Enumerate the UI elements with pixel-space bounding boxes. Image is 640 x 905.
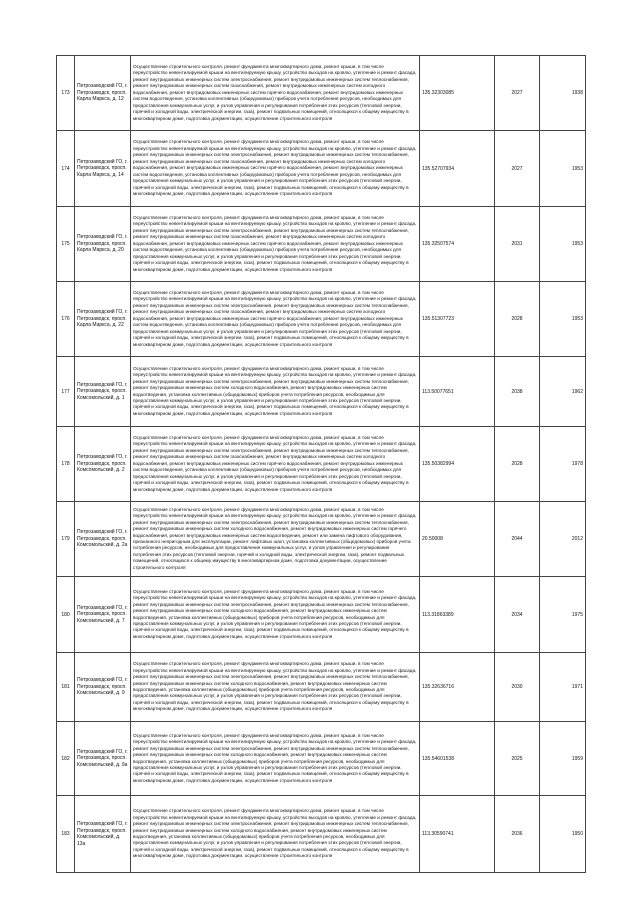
cost-value: 135.32636716 <box>420 653 495 722</box>
planned-year: 2030 <box>495 653 540 722</box>
work-description: Осуществление строительного контроля, ремонт фундамента многоквартирного дома, ремонт крыши, в том числе переустройство невентилируемой крыши на вентилируемую крышу, устройство выходов на кровлю, утепление и ремонт фасада, ремонт внутридомовых инженерных систем электроснабжения, ремонт внутридомовых инженерных систем теплоснабжения, ремонт внутридомовых инженерных систем газоснабжения, ремонт внутридомовых инженерных систем холодного водоснабжения, ремонт внутридомовых инженерных систем горячего водоснабжения, ремонт внутридомовых инженерных систем водоотведения, установка коллективных (общедомовых) приборов учета потребления ресурсов, необходимых для предоставления коммунальных услуг, и узлов управления и регулирования потребления этих ресурсов (тепловой энергии, горячей и холодной воды, электрической энергии, газа), ремонт подвальных помещений, относящихся к общему имуществу в многоквартирном доме, подготовка документации, осуществление строительного контроля <box>131 427 420 502</box>
build-year: 1975 <box>540 577 586 653</box>
row-number: 183 <box>57 796 75 873</box>
work-description: Осуществление строительного контроля, ремонт фундамента многоквартирного дома, ремонт крыши, в том числе переустройство невентилируемой крыши на вентилируемую крышу, устройство выходов на кровлю, утепление и ремонт фасада, ремонт внутридомовых инженерных систем электроснабжения, ремонт внутридомовых инженерных систем теплоснабжения, ремонт внутридомовых инженерных систем холодного водоснабжения, ремонт внутридомовых инженерных систем водоотведения, установка коллективных (общедомовых) приборов учета потребления ресурсов, необходимых для предоставления коммунальных услуг, и узлов управления и регулирования потребления этих ресурсов (тепловой энергии, горячей и холодной воды, электрической энергии, газа), ремонт подвальных помещений, относящихся к общему имуществу в многоквартирном доме, подготовка документации, осуществление строительного контроля <box>131 796 420 873</box>
house-address: Петрозаводский ГО, г. Петрозаводск, просп. Карла Маркса, д. 22 <box>75 282 131 357</box>
house-address: Петрозаводский ГО, г. Петрозаводск, просп. Комсомольский, д. 13а <box>75 796 131 873</box>
work-description: Осуществление строительного контроля, ремонт фундамента многоквартирного дома, ремонт крыши, в том числе переустройство невентилируемой крыши на вентилируемую крышу, устройство выходов на кровлю, утепление и ремонт фасада, ремонт внутридомовых инженерных систем электроснабжения, ремонт внутридомовых инженерных систем теплоснабжения, ремонт внутридомовых инженерных систем холодного водоснабжения, ремонт внутридомовых инженерных систем водоотведения, установка коллективных (общедомовых) приборов учета потребления ресурсов, необходимых для предоставления коммунальных услуг, и узлов управления и регулирования потребления этих ресурсов (тепловой энергии, горячей и холодной воды, электрической энергии, газа), ремонт подвальных помещений, относящихся к общему имуществу в многоквартирном доме, подготовка документации, осуществление строительного контроля <box>131 357 420 427</box>
build-year: 1953 <box>540 207 586 282</box>
work-description: Осуществление строительного контроля, ремонт фундамента многоквартирного дома, ремонт крыши, в том числе переустройство невентилируемой крыши на вентилируемую крышу, устройство выходов на кровлю, утепление и ремонт фасада, ремонт внутридомовых инженерных систем электроснабжения, ремонт внутридомовых инженерных систем теплоснабжения, ремонт внутридомовых инженерных систем газоснабжения, ремонт внутридомовых инженерных систем холодного водоснабжения, ремонт внутридомовых инженерных систем горячего водоснабжения, ремонт внутридомовых инженерных систем водоотведения, установка коллективных (общедомовых) приборов учета потребления ресурсов, необходимых для предоставления коммунальных услуг, и узлов управления и регулирования потребления этих ресурсов (тепловой энергии, горячей и холодной воды, электрической энергии, газа), ремонт подвальных помещений, относящихся к общему имуществу в многоквартирном доме, подготовка документации, осуществление строительного контроля <box>131 282 420 357</box>
planned-year: 2027 <box>495 56 540 131</box>
table-row <box>57 502 586 577</box>
build-year: 1953 <box>540 282 586 357</box>
house-address: Петрозаводский ГО, г. Петрозаводск, просп. Карла Маркса, д. 14 <box>75 131 131 207</box>
work-description: Осуществление строительного контроля, ремонт фундамента многоквартирного дома, ремонт крыши, в том числе переустройство невентилируемой крыши на вентилируемую крышу, устройство выходов на кровлю, утепление и ремонт фасада, ремонт внутридомовых инженерных систем электроснабжения, ремонт внутридомовых инженерных систем теплоснабжения, ремонт внутридомовых инженерных систем холодного водоснабжения, ремонт внутридомовых инженерных систем горячего водоснабжения, ремонт внутридомовых инженерных систем водоотведения, ремонт или замена лифтового оборудования, признанного непригодным для эксплуатации, ремонт лифтовых шахт, установка коллективных (общедомовых) приборов учета потребления ресурсов, необходимых для предоставления коммунальных услуг, и узлов управления и регулирования потребления этих ресурсов (тепловой энергии, горячей и холодной воды, электрической энергии, газа), ремонт подвальных помещений, относящихся к общему имуществу в многоквартирном доме, подготовка документации, осуществление строительного контроля <box>131 502 420 577</box>
planned-year: 2027 <box>495 131 540 207</box>
planned-year: 2028 <box>495 427 540 502</box>
row-number: 173 <box>57 56 75 131</box>
build-year: 1978 <box>540 427 586 502</box>
work-description: Осуществление строительного контроля, ремонт фундамента многоквартирного дома, ремонт крыши, в том числе переустройство невентилируемой крыши на вентилируемую крышу, устройство выходов на кровлю, утепление и ремонт фасада, ремонт внутридомовых инженерных систем электроснабжения, ремонт внутридомовых инженерных систем теплоснабжения, ремонт внутридомовых инженерных систем газоснабжения, ремонт внутридомовых инженерных систем холодного водоснабжения, ремонт внутридомовых инженерных систем горячего водоснабжения, ремонт внутридомовых инженерных систем водоотведения, установка коллективных (общедомовых) приборов учета потребления ресурсов, необходимых для предоставления коммунальных услуг, и узлов управления и регулирования потребления этих ресурсов (тепловой энергии, горячей и холодной воды, электрической энергии, газа), ремонт подвальных помещений, относящихся к общему имуществу в многоквартирном доме, подготовка документации, осуществление строительного контроля <box>131 56 420 131</box>
cost-value: 135.32303085 <box>420 56 495 131</box>
cost-value: 113.30590741 <box>420 796 495 873</box>
cost-value: 135.51307723 <box>420 282 495 357</box>
table-row <box>57 796 586 873</box>
table-row <box>57 56 586 131</box>
work-description: Осуществление строительного контроля, ремонт фундамента многоквартирного дома, ремонт крыши, в том числе переустройство невентилируемой крыши на вентилируемую крышу, устройство выходов на кровлю, утепление и ремонт фасада, ремонт внутридомовых инженерных систем электроснабжения, ремонт внутридомовых инженерных систем теплоснабжения, ремонт внутридомовых инженерных систем газоснабжения, ремонт внутридомовых инженерных систем холодного водоснабжения, ремонт внутридомовых инженерных систем горячего водоснабжения, ремонт внутридомовых инженерных систем водоотведения, установка коллективных (общедомовых) приборов учета потребления ресурсов, необходимых для предоставления коммунальных услуг, и узлов управления и регулирования потребления этих ресурсов (тепловой энергии, горячей и холодной воды, электрической энергии, газа), ремонт подвальных помещений, относящихся к общему имуществу в многоквартирном доме, подготовка документации, осуществление строительного контроля <box>131 131 420 207</box>
table-row <box>57 427 586 502</box>
build-year: 1953 <box>540 131 586 207</box>
table-row <box>57 282 586 357</box>
capital-repair-table <box>56 55 586 873</box>
build-year: 1962 <box>540 357 586 427</box>
house-address: Петрозаводский ГО, г. Петрозаводск, просп. Комсомольский, д. 7 <box>75 577 131 653</box>
house-address: Петрозаводский ГО, г. Петрозаводск, просп. Комсомольский, д. 2а <box>75 502 131 577</box>
row-number: 179 <box>57 502 75 577</box>
table-row <box>57 131 586 207</box>
table-row <box>57 207 586 282</box>
row-number: 177 <box>57 357 75 427</box>
cost-value: 135.50382994 <box>420 427 495 502</box>
planned-year: 2044 <box>495 502 540 577</box>
planned-year: 2038 <box>495 357 540 427</box>
house-address: Петрозаводский ГО, г. Петрозаводск, просп. Комсомольский, д. 9 <box>75 653 131 722</box>
work-description: Осуществление строительного контроля, ремонт фундамента многоквартирного дома, ремонт крыши, в том числе переустройство невентилируемой крыши на вентилируемую крышу, устройство выходов на кровлю, утепление и ремонт фасада, ремонт внутридомовых инженерных систем электроснабжения, ремонт внутридомовых инженерных систем теплоснабжения, ремонт внутридомовых инженерных систем холодного водоснабжения, ремонт внутридомовых инженерных систем водоотведения, установка коллективных (общедомовых) приборов учета потребления ресурсов, необходимых для предоставления коммунальных услуг, и узлов управления и регулирования потребления этих ресурсов (тепловой энергии, горячей и холодной воды, электрической энергии, газа), ремонт подвальных помещений, относящихся к общему имуществу в многоквартирном доме, подготовка документации, осуществление строительного контроля <box>131 577 420 653</box>
cost-value: 113.50077651 <box>420 357 495 427</box>
planned-year: 2028 <box>495 282 540 357</box>
row-number: 178 <box>57 427 75 502</box>
house-address: Петрозаводский ГО, г. Петрозаводск, просп. Карла Маркса, д. 20 <box>75 207 131 282</box>
row-number: 180 <box>57 577 75 653</box>
work-description: Осуществление строительного контроля, ремонт фундамента многоквартирного дома, ремонт крыши, в том числе переустройство невентилируемой крыши на вентилируемую крышу, устройство выходов на кровлю, утепление и ремонт фасада, ремонт внутридомовых инженерных систем электроснабжения, ремонт внутридомовых инженерных систем теплоснабжения, ремонт внутридомовых инженерных систем холодного водоснабжения, ремонт внутридомовых инженерных систем водоотведения, установка коллективных (общедомовых) приборов учета потребления ресурсов, необходимых для предоставления коммунальных услуг, и узлов управления и регулирования потребления этих ресурсов (тепловой энергии, горячей и холодной воды, электрической энергии, газа), ремонт подвальных помещений, относящихся к общему имуществу в многоквартирном доме, подготовка документации, осуществление строительного контроля <box>131 653 420 722</box>
table-row <box>57 722 586 796</box>
house-address: Петрозаводский ГО, г. Петрозаводск, просп. Комсомольский, д. 2 <box>75 427 131 502</box>
house-address: Петрозаводский ГО, г. Петрозаводск, просп. Комсомольский, д. 9а <box>75 722 131 796</box>
row-number: 182 <box>57 722 75 796</box>
build-year: 2012 <box>540 502 586 577</box>
row-number: 176 <box>57 282 75 357</box>
work-description: Осуществление строительного контроля, ремонт фундамента многоквартирного дома, ремонт крыши, в том числе переустройство невентилируемой крыши на вентилируемую крышу, устройство выходов на кровлю, утепление и ремонт фасада, ремонт внутридомовых инженерных систем электроснабжения, ремонт внутридомовых инженерных систем теплоснабжения, ремонт внутридомовых инженерных систем газоснабжения, ремонт внутридомовых инженерных систем холодного водоснабжения, ремонт внутридомовых инженерных систем горячего водоснабжения, ремонт внутридомовых инженерных систем водоотведения, установка коллективных (общедомовых) приборов учета потребления ресурсов, необходимых для предоставления коммунальных услуг, и узлов управления и регулирования потребления этих ресурсов (тепловой энергии, горячей и холодной воды, электрической энергии, газа), ремонт подвальных помещений, относящихся к общему имуществу в многоквартирном доме, подготовка документации, осуществление строительного контроля <box>131 207 420 282</box>
house-address: Петрозаводский ГО, г. Петрозаводск, просп. Комсомольский, д. 1 <box>75 357 131 427</box>
table-row <box>57 577 586 653</box>
cost-value: 113.31863389 <box>420 577 495 653</box>
build-year: 1959 <box>540 722 586 796</box>
planned-year: 2036 <box>495 796 540 873</box>
cost-value: 20.50008 <box>420 502 495 577</box>
row-number: 181 <box>57 653 75 722</box>
row-number: 175 <box>57 207 75 282</box>
row-number: 174 <box>57 131 75 207</box>
planned-year: 2025 <box>495 722 540 796</box>
build-year: 1938 <box>540 56 586 131</box>
table-row <box>57 653 586 722</box>
work-description: Осуществление строительного контроля, ремонт фундамента многоквартирного дома, ремонт крыши, в том числе переустройство невентилируемой крыши на вентилируемую крышу, устройство выходов на кровлю, утепление и ремонт фасада, ремонт внутридомовых инженерных систем электроснабжения, ремонт внутридомовых инженерных систем теплоснабжения, ремонт внутридомовых инженерных систем холодного водоснабжения, ремонт внутридомовых инженерных систем водоотведения, установка коллективных (общедомовых) приборов учета потребления ресурсов, необходимых для предоставления коммунальных услуг, и узлов управления и регулирования потребления этих ресурсов (тепловой энергии, горячей и холодной воды, электрической энергии, газа), ремонт подвальных помещений, относящихся к общему имуществу в многоквартирном доме, подготовка документации, осуществление строительного контроля <box>131 722 420 796</box>
cost-value: 135.32507574 <box>420 207 495 282</box>
house-address: Петрозаводский ГО, г. Петрозаводск, просп. Карла Маркса, д. 12 <box>75 56 131 131</box>
table-row <box>57 357 586 427</box>
planned-year: 2034 <box>495 577 540 653</box>
build-year: 1950 <box>540 796 586 873</box>
planned-year: 2031 <box>495 207 540 282</box>
cost-value: 135.54601538 <box>420 722 495 796</box>
cost-value: 135.52707934 <box>420 131 495 207</box>
build-year: 1971 <box>540 653 586 722</box>
